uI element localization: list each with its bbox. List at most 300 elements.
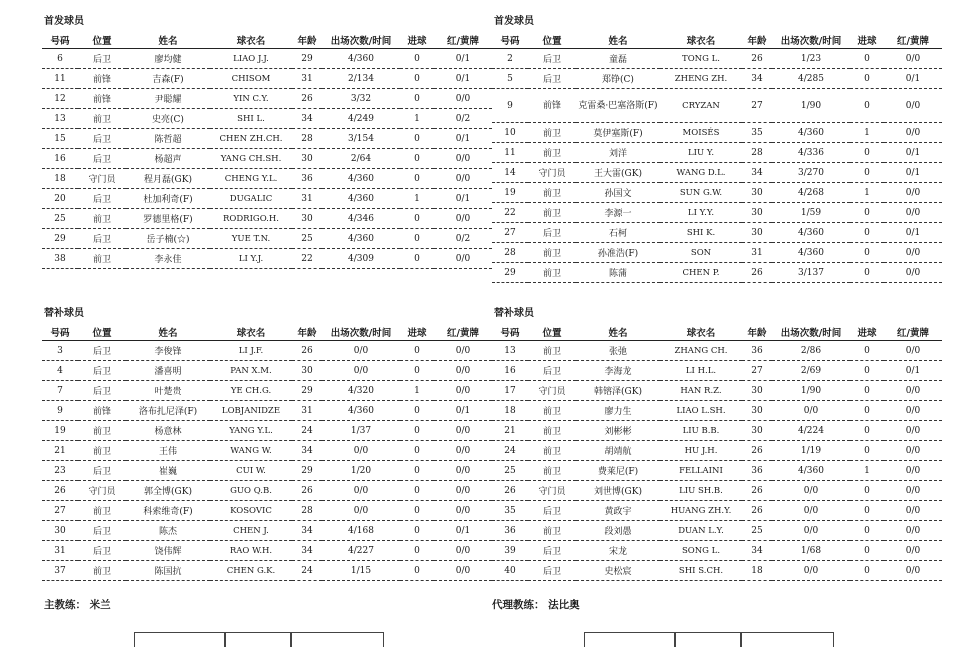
shirt-name-cell: FELLAINI [660, 461, 742, 481]
cards-cell: 0/0 [884, 481, 942, 501]
goals-cell: 1 [850, 183, 884, 203]
goals-cell: 0 [850, 481, 884, 501]
age-cell: 25 [292, 229, 322, 249]
cards-cell: 0/1 [884, 69, 942, 89]
shirt-number-cell: 15 [42, 129, 78, 149]
table-row [42, 461, 492, 481]
player-name-cell: 程月磊(GK) [126, 169, 210, 189]
appearances-cell: 1/59 [772, 203, 850, 223]
appearances-cell: 0/0 [772, 521, 850, 541]
column-header-position: 位置 [78, 32, 126, 49]
goals-cell: 0 [400, 69, 434, 89]
shirt-number-cell: 23 [42, 461, 78, 481]
player-name-cell: 潘喜明 [126, 361, 210, 381]
shirt-name-cell: ZHANG CH. [660, 341, 742, 361]
appearances-cell: 3/32 [322, 89, 400, 109]
column-header-shirt-number: 号码 [492, 324, 528, 341]
column-header-age: 年龄 [292, 324, 322, 341]
goals-cell: 0 [850, 89, 884, 123]
shirt-name-cell: CHEN G.K. [210, 561, 292, 581]
player-name-cell: 李海龙 [576, 361, 660, 381]
cards-cell: 0/0 [434, 501, 492, 521]
goals-cell: 0 [400, 229, 434, 249]
shirt-number-cell: 29 [492, 263, 528, 283]
appearances-cell: 4/336 [772, 143, 850, 163]
shirt-number-cell: 22 [492, 203, 528, 223]
appearances-cell: 4/360 [322, 229, 400, 249]
player-name-cell: 廖均健 [126, 49, 210, 69]
column-header-appearances: 出场次数/时间 [322, 324, 400, 341]
appearances-cell: 0/0 [322, 341, 400, 361]
appearances-cell: 4/285 [772, 69, 850, 89]
player-name-cell: 饶伟辉 [126, 541, 210, 561]
column-header-player-name: 姓名 [126, 324, 210, 341]
column-header-shirt-number: 号码 [492, 32, 528, 49]
cards-cell: 0/0 [884, 421, 942, 441]
appearances-cell: 4/360 [772, 223, 850, 243]
position-cell: 守门员 [528, 381, 576, 401]
appearances-cell: 2/86 [772, 341, 850, 361]
shirt-number-cell: 25 [492, 461, 528, 481]
cards-cell: 0/1 [434, 401, 492, 421]
table-row [492, 401, 942, 421]
position-cell: 前卫 [78, 561, 126, 581]
shirt-number-cell: 40 [492, 561, 528, 581]
player-name-cell: 孙国文 [576, 183, 660, 203]
age-cell: 25 [742, 521, 772, 541]
table-row [42, 149, 492, 169]
head-coach: 主教练： 米兰 [44, 599, 111, 611]
goals-cell: 1 [400, 189, 434, 209]
shirt-number-cell: 29 [42, 229, 78, 249]
goals-cell: 0 [850, 203, 884, 223]
table-row [492, 461, 942, 481]
shirt-name-cell: SHI S.CH. [660, 561, 742, 581]
goals-cell: 1 [850, 123, 884, 143]
age-cell: 36 [742, 461, 772, 481]
column-header-shirt-name: 球衣名 [210, 32, 292, 49]
appearances-cell: 4/346 [322, 209, 400, 229]
cards-cell: 0/0 [884, 541, 942, 561]
cards-cell: 0/0 [434, 169, 492, 189]
shirt-number-cell: 25 [42, 209, 78, 229]
cards-cell: 0/0 [884, 263, 942, 283]
goals-cell: 0 [850, 243, 884, 263]
starters-section-title: 首发球员 [494, 16, 534, 27]
shirt-number-cell: 28 [492, 243, 528, 263]
shirt-name-cell: LIAO L.SH. [660, 401, 742, 421]
table-row [42, 361, 492, 381]
position-cell: 后卫 [78, 129, 126, 149]
appearances-cell: 1/68 [772, 541, 850, 561]
position-cell: 守门员 [78, 481, 126, 501]
goals-cell: 0 [850, 69, 884, 89]
shirt-name-cell: CUI W. [210, 461, 292, 481]
cards-cell: 0/1 [884, 223, 942, 243]
cards-cell: 0/0 [434, 561, 492, 581]
age-cell: 26 [742, 481, 772, 501]
table-header-row [492, 32, 942, 49]
table-row [42, 229, 492, 249]
shirt-name-cell: MOISÉS [660, 123, 742, 143]
shirt-name-cell: DUGALIC [210, 189, 292, 209]
player-name-cell: 崔巍 [126, 461, 210, 481]
shirt-number-cell: 35 [492, 501, 528, 521]
goals-cell: 0 [400, 501, 434, 521]
position-cell: 后卫 [528, 69, 576, 89]
shirt-name-cell: LI H.L. [660, 361, 742, 381]
age-cell: 35 [742, 123, 772, 143]
appearances-cell: 4/309 [322, 249, 400, 269]
table-row [492, 183, 942, 203]
goals-cell: 0 [400, 249, 434, 269]
position-cell: 前卫 [78, 109, 126, 129]
player-name-cell: 韩镕泽(GK) [576, 381, 660, 401]
shirt-number-cell: 9 [42, 401, 78, 421]
goals-cell: 0 [850, 163, 884, 183]
position-cell: 前卫 [528, 421, 576, 441]
appearances-cell: 1/37 [322, 421, 400, 441]
appearances-cell: 0/0 [322, 441, 400, 461]
shirt-number-cell: 21 [42, 441, 78, 461]
goals-cell: 0 [400, 149, 434, 169]
table-row [42, 381, 492, 401]
cards-cell: 0/1 [434, 129, 492, 149]
cards-cell: 0/1 [434, 189, 492, 209]
column-header-position: 位置 [528, 324, 576, 341]
age-cell: 26 [292, 89, 322, 109]
goals-cell: 0 [850, 421, 884, 441]
table-row [492, 203, 942, 223]
shirt-number-cell: 19 [42, 421, 78, 441]
age-cell: 24 [292, 421, 322, 441]
age-cell: 30 [742, 381, 772, 401]
shirt-name-cell: WANG D.L. [660, 163, 742, 183]
cards-cell: 0/0 [884, 521, 942, 541]
appearances-cell: 2/134 [322, 69, 400, 89]
table-row [492, 223, 942, 243]
cards-cell: 0/1 [884, 163, 942, 183]
player-name-cell: 费莱尼(F) [576, 461, 660, 481]
position-cell: 前卫 [78, 441, 126, 461]
shirt-name-cell: YUE T.N. [210, 229, 292, 249]
shirt-name-cell: YANG Y.L. [210, 421, 292, 441]
player-name-cell: 黄政宇 [576, 501, 660, 521]
position-cell: 前卫 [78, 421, 126, 441]
position-cell: 前卫 [78, 501, 126, 521]
player-name-cell: 尹聪耀 [126, 89, 210, 109]
shirt-number-cell: 4 [42, 361, 78, 381]
age-cell: 29 [292, 461, 322, 481]
cards-cell: 0/0 [434, 209, 492, 229]
table-row [42, 421, 492, 441]
appearances-cell: 4/224 [772, 421, 850, 441]
shirt-name-cell: LI J.F. [210, 341, 292, 361]
player-name-cell: 莫伊塞斯(F) [576, 123, 660, 143]
goals-cell: 0 [400, 209, 434, 229]
goals-cell: 1 [400, 381, 434, 401]
table-row [492, 381, 942, 401]
shirt-name-cell: RAO W.H. [210, 541, 292, 561]
appearances-cell: 4/268 [772, 183, 850, 203]
player-name-cell: 刘世博(GK) [576, 481, 660, 501]
appearances-cell: 3/154 [322, 129, 400, 149]
acting-coach: 代理教练： 法比奥 [492, 599, 580, 611]
cards-cell: 0/1 [434, 69, 492, 89]
shirt-number-cell: 17 [492, 381, 528, 401]
cards-cell: 0/0 [884, 381, 942, 401]
cards-cell: 0/0 [434, 421, 492, 441]
position-cell: 后卫 [528, 541, 576, 561]
player-name-cell: 李俊锋 [126, 341, 210, 361]
position-cell: 前卫 [528, 263, 576, 283]
age-cell: 34 [742, 163, 772, 183]
table-row [42, 129, 492, 149]
position-cell: 后卫 [78, 229, 126, 249]
appearances-cell: 4/360 [772, 243, 850, 263]
goals-cell: 0 [850, 521, 884, 541]
cards-cell: 0/0 [884, 501, 942, 521]
shirt-number-cell: 9 [492, 89, 528, 123]
cards-cell: 0/0 [434, 341, 492, 361]
goals-cell: 0 [850, 143, 884, 163]
shirt-name-cell: SHI K. [660, 223, 742, 243]
age-cell: 26 [742, 501, 772, 521]
table-row [42, 501, 492, 521]
column-header-shirt-name: 球衣名 [660, 324, 742, 341]
table-row [492, 143, 942, 163]
player-name-cell: 叶楚贵 [126, 381, 210, 401]
shirt-name-cell: LIU SH.B. [660, 481, 742, 501]
player-name-cell: 郑铮(C) [576, 69, 660, 89]
column-header-appearances: 出场次数/时间 [772, 32, 850, 49]
age-cell: 36 [742, 341, 772, 361]
position-cell: 后卫 [528, 361, 576, 381]
player-name-cell: 科索维奇(F) [126, 501, 210, 521]
player-name-cell: 陈哲超 [126, 129, 210, 149]
position-cell: 前卫 [528, 521, 576, 541]
shirt-number-cell: 12 [42, 89, 78, 109]
goals-cell: 0 [400, 169, 434, 189]
appearances-cell: 4/360 [322, 169, 400, 189]
table-row [42, 481, 492, 501]
player-name-cell: 陈国抗 [126, 561, 210, 581]
column-header-goals: 进球 [400, 32, 434, 49]
cards-cell: 0/0 [884, 341, 942, 361]
column-header-shirt-number: 号码 [42, 32, 78, 49]
subs-section-title: 替补球员 [44, 308, 84, 319]
shirt-number-cell: 31 [42, 541, 78, 561]
table-row [492, 501, 942, 521]
shirt-name-cell: HU J.H. [660, 441, 742, 461]
column-header-goals: 进球 [400, 324, 434, 341]
goals-cell: 1 [850, 461, 884, 481]
shirt-number-cell: 16 [492, 361, 528, 381]
cards-cell: 0/1 [884, 361, 942, 381]
table-row [492, 541, 942, 561]
appearances-cell: 3/270 [772, 163, 850, 183]
position-cell: 前卫 [528, 401, 576, 421]
shirt-name-cell: SONG L. [660, 541, 742, 561]
column-header-shirt-name: 球衣名 [210, 324, 292, 341]
age-cell: 30 [292, 361, 322, 381]
cards-cell: 0/0 [434, 149, 492, 169]
position-cell: 后卫 [528, 223, 576, 243]
cards-cell: 0/0 [884, 123, 942, 143]
player-name-cell: 段刘愚 [576, 521, 660, 541]
position-cell: 后卫 [78, 189, 126, 209]
player-name-cell: 洛布扎尼泽(F) [126, 401, 210, 421]
column-header-appearances: 出场次数/时间 [322, 32, 400, 49]
position-cell: 守门员 [78, 169, 126, 189]
shirt-number-cell: 6 [42, 49, 78, 69]
goals-cell: 0 [850, 401, 884, 421]
goals-cell: 0 [400, 521, 434, 541]
position-cell: 后卫 [78, 341, 126, 361]
goals-cell: 0 [850, 501, 884, 521]
goals-cell: 1 [400, 109, 434, 129]
age-cell: 30 [742, 203, 772, 223]
age-cell: 34 [742, 69, 772, 89]
column-header-age: 年龄 [742, 324, 772, 341]
cards-cell: 0/0 [434, 441, 492, 461]
age-cell: 26 [742, 441, 772, 461]
age-cell: 27 [742, 361, 772, 381]
appearances-cell: 2/69 [772, 361, 850, 381]
goals-cell: 0 [850, 541, 884, 561]
goals-cell: 0 [850, 341, 884, 361]
shirt-name-cell: WANG W. [210, 441, 292, 461]
shirt-name-cell: CRYZAN [660, 89, 742, 123]
age-cell: 34 [292, 521, 322, 541]
table-row [42, 49, 492, 69]
shirt-number-cell: 26 [42, 481, 78, 501]
goals-cell: 0 [400, 341, 434, 361]
appearances-cell: 4/249 [322, 109, 400, 129]
position-cell: 后卫 [78, 541, 126, 561]
age-cell: 26 [742, 49, 772, 69]
appearances-cell: 0/0 [772, 401, 850, 421]
subs-table [492, 324, 942, 581]
shirt-number-cell: 11 [42, 69, 78, 89]
table-header-row [42, 324, 492, 341]
appearances-cell: 4/360 [322, 401, 400, 421]
player-name-cell: 杨超声 [126, 149, 210, 169]
shirt-name-cell: DUAN L.Y. [660, 521, 742, 541]
player-name-cell: 胡靖航 [576, 441, 660, 461]
age-cell: 30 [292, 149, 322, 169]
age-cell: 30 [742, 183, 772, 203]
goals-cell: 0 [400, 361, 434, 381]
column-header-age: 年龄 [292, 32, 322, 49]
appearances-cell: 4/360 [322, 189, 400, 209]
shirt-name-cell: SHI L. [210, 109, 292, 129]
column-header-position: 位置 [78, 324, 126, 341]
goals-cell: 0 [850, 223, 884, 243]
goals-cell: 0 [400, 129, 434, 149]
player-name-cell: 李永佳 [126, 249, 210, 269]
position-cell: 后卫 [528, 561, 576, 581]
shirt-number-cell: 5 [492, 69, 528, 89]
table-row [492, 521, 942, 541]
position-cell: 前卫 [78, 209, 126, 229]
goals-cell: 0 [850, 381, 884, 401]
cards-cell: 0/0 [884, 183, 942, 203]
player-name-cell: 李源一 [576, 203, 660, 223]
shirt-number-cell: 27 [42, 501, 78, 521]
goals-cell: 0 [850, 361, 884, 381]
table-row [42, 541, 492, 561]
shirt-number-cell: 18 [42, 169, 78, 189]
table-row [42, 209, 492, 229]
age-cell: 30 [742, 401, 772, 421]
shirt-name-cell: GUO Q.B. [210, 481, 292, 501]
player-name-cell: 陈杰 [126, 521, 210, 541]
age-cell: 28 [292, 501, 322, 521]
table-header-row [42, 32, 492, 49]
cards-cell: 0/2 [434, 109, 492, 129]
appearances-cell: 0/0 [322, 481, 400, 501]
shirt-name-cell: CHISOM [210, 69, 292, 89]
table-row [42, 521, 492, 541]
position-cell: 前卫 [78, 249, 126, 269]
appearances-cell: 0/0 [772, 501, 850, 521]
goals-cell: 0 [850, 49, 884, 69]
goals-cell: 0 [400, 401, 434, 421]
column-header-player-name: 姓名 [576, 32, 660, 49]
cards-cell: 0/0 [434, 381, 492, 401]
shirt-name-cell: LI Y.J. [210, 249, 292, 269]
shirt-name-cell: HAN R.Z. [660, 381, 742, 401]
table-row [492, 89, 942, 123]
player-name-cell: 杜加利奇(F) [126, 189, 210, 209]
age-cell: 36 [292, 169, 322, 189]
shirt-number-cell: 16 [42, 149, 78, 169]
shirt-name-cell: PAN X.M. [210, 361, 292, 381]
age-cell: 31 [292, 189, 322, 209]
shirt-number-cell: 10 [492, 123, 528, 143]
player-name-cell: 童磊 [576, 49, 660, 69]
cards-cell: 0/0 [434, 361, 492, 381]
shirt-number-cell: 30 [42, 521, 78, 541]
appearances-cell: 1/90 [772, 89, 850, 123]
table-row [492, 561, 942, 581]
age-cell: 28 [742, 143, 772, 163]
player-name-cell: 史亮(C) [126, 109, 210, 129]
shirt-number-cell: 24 [492, 441, 528, 461]
cards-cell: 0/0 [884, 461, 942, 481]
shirt-name-cell: TONG L. [660, 49, 742, 69]
player-name-cell: 孙准浩(F) [576, 243, 660, 263]
table-row [42, 109, 492, 129]
table-row [492, 263, 942, 283]
shirt-name-cell: ZHENG ZH. [660, 69, 742, 89]
player-name-cell: 史松宸 [576, 561, 660, 581]
goals-cell: 0 [400, 421, 434, 441]
column-header-cards: 红/黄牌 [884, 324, 942, 341]
player-name-cell: 罗德里格(F) [126, 209, 210, 229]
table-row [492, 481, 942, 501]
position-cell: 后卫 [78, 361, 126, 381]
table-row [492, 49, 942, 69]
goals-cell: 0 [400, 481, 434, 501]
table-row [42, 169, 492, 189]
table-row [42, 441, 492, 461]
table-row [492, 163, 942, 183]
shirt-name-cell: SUN G.W. [660, 183, 742, 203]
shirt-name-cell: CHEN J. [210, 521, 292, 541]
cards-cell: 0/1 [884, 143, 942, 163]
